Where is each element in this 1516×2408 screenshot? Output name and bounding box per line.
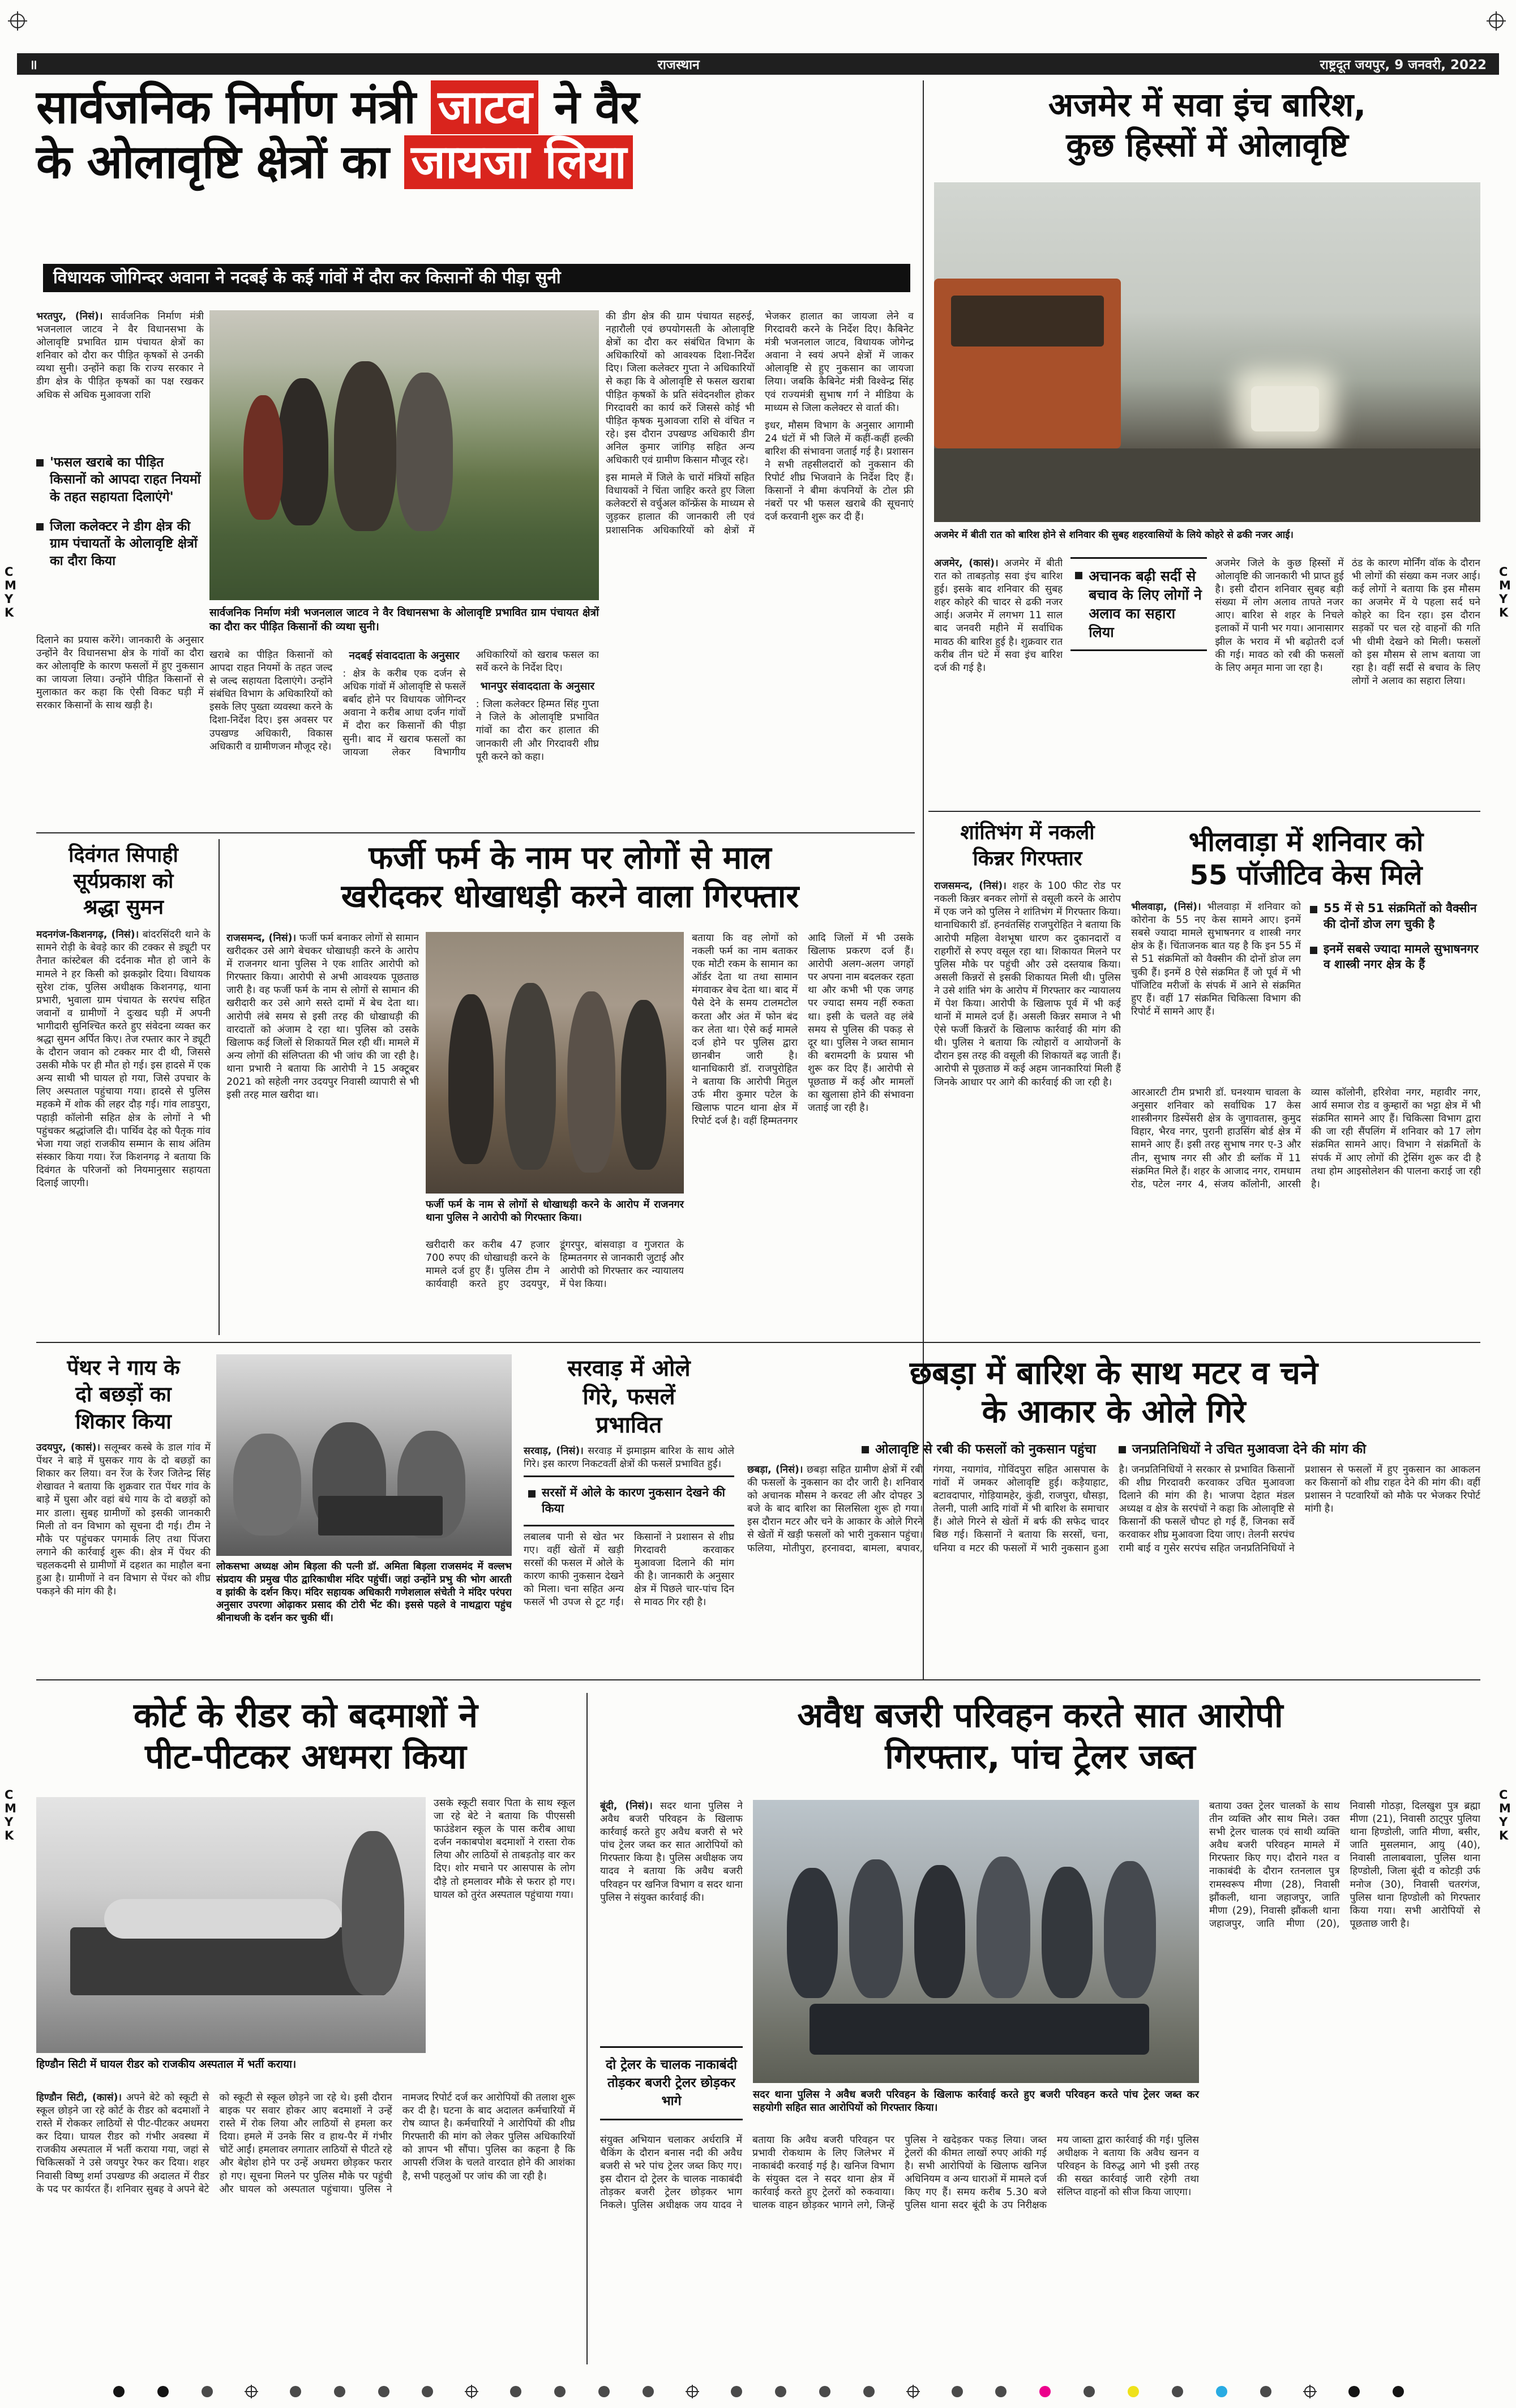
highlight-text: ओलावृष्टि से रबी की फसलों को नुकसान पहुंचा xyxy=(875,1442,1096,1457)
dateline: राजसमन्द, (निसं)। xyxy=(226,933,297,944)
cmyk-letter: M xyxy=(1499,1802,1511,1815)
registration-dot xyxy=(863,2386,875,2397)
cmyk-letter: K xyxy=(1499,606,1509,619)
body-copy: उसके स्कूटी सवार पिता के साथ स्कूल जा रहे बेटे ने बताया कि पीएससी फाउंडेशन स्कूल के पास करीब आधा दर्जन नकाबपोश बदमाशों ने रास्ता रोक लिया और लाठियों से ताबड़तोड़ वार कर दिए। शोर मचाने पर आसपास के लोग दौड़े तो हमलावर मौके से फरार हो गए। घायल को तुरंत अस्पताल पहुंचाया गया। xyxy=(434,1798,575,1901)
registration-dot xyxy=(157,2386,169,2397)
headline-highlight: जाटव xyxy=(431,80,538,134)
caption-text: सदर थाना पुलिस ने अवैध बजरी परिवहन के खिलाफ कार्रवाई करते हुए बजरी परिवहन करते पांच ट्रेलर जब्त कर सहयोगी सहित सात आरोपियों को गिरफ्तार किया। xyxy=(753,2089,1199,2114)
registration-dot xyxy=(1084,2386,1095,2397)
fraud-story xyxy=(226,839,914,1335)
fraud-left-column xyxy=(226,932,419,1332)
body-copy: की डीग क्षेत्र की ग्राम पंचायत सहरुई, नहारौली एवं छपयोगसती के ओलावृष्टि क्षेत्रों का दौरा कर संबंधित विभाग के अधिकारियों को आवश्यक दिशा-निर्देश दिए। जिला कलेक्टर गुप्ता ने अधिकारियों से कहा कि वे ओलावृष्टि से फसल खराबा पीड़ित कृषकों के प्रति संवेदनशील होकर गिरदावरी का कार्य करें जिससे कोई भी पीड़ित कृषक मुआवजा राशि से वंचित न रहे। इस दौरान उपखण्ड अधिकारी डीग अनिल कुमार जांगिड़ सहित अन्य अधिकारी एवं ग्रामीण किसान मौजूद रहे। xyxy=(606,311,755,467)
photo-figure xyxy=(977,1857,1030,1998)
photo-table xyxy=(318,1496,443,1536)
caption-text: अजमेर में बीती रात को बारिश होने से शनिवार की सुबह शहरवासियों के लिये कोहरे से ढकी नजर आई। xyxy=(934,529,1294,541)
body-copy: संयुक्त अभियान चलाकर अर्धरात्रि में चैकिंग के दौरान बनास नदी की अवैध बजरी से भरे पांच ट्रेलर जब्त किए गए। इस दौरान दो ट्रेलर के चालक नाकाबंदी तोड़कर बजरी ट्रेलर छोड़कर भाग निकले। पुलिस अधीक्षक जय यादव ने बताया कि अवैध बजरी परिवहन पर प्रभावी रोकथाम के लिए जिलेभर में नाकाबंदी करवाई गई है। खनिज विभाग के संयुक्त दल ने सदर थाना क्षेत्र में कार्रवाई करते हुए ट्रेलरों को रुकवाया। चालक वाहन छोड़कर भागने लगे, जिन्हें पुलिस ने खदेड़कर पकड़ लिया। जब्त ट्रेलरों की कीमत लाखों रुपए आंकी गई है। सभी आरोपियों के खिलाफ खनिज अधिनियम व अन्य धाराओं में मामले दर्ज किए गए हैं। समय करीब 5.30 बजे पुलिस थाना सदर बूंदी के उप निरीक्षक मय जाब्ता द्वारा कार्रवाई की गई। पुलिस अधीक्षक ने बताया कि अवैध खनन व परिवहन के विरुद्ध आगे भी इसी तरह की सख्त कार्रवाई जारी रहेगी तथा संलिप्त वाहनों को सीज किया जाएगा। xyxy=(600,2135,1199,2212)
photo-figure xyxy=(505,983,556,1170)
cmyk-letter: C xyxy=(5,1788,14,1802)
dateline: मदनगंज-किशनगढ़, (निसं)। xyxy=(36,929,139,941)
photo-figure xyxy=(277,378,328,525)
body-copy: : क्षेत्र के करीब एक दर्जन से अधिक गांवों में ओलावृष्टि से फसलें बर्बाद होने पर विधायक जोगिन्दर अवाना ने करीब आधा दर्जन गांवों में दौरा कर किसानों की पीड़ा सुनी। बाद में खराब फसलों का जायजा लेकर विभागीय अधिकारियों को खराब फसल का सर्वे करने के निर्देश दिए। xyxy=(342,649,599,758)
article-paragraph xyxy=(36,929,211,1190)
registration-dot xyxy=(1260,2386,1271,2397)
kinnar-headline-line1: शांतिभंग में नकली xyxy=(960,821,1095,844)
cmyk-letter: C xyxy=(1499,1788,1508,1802)
bullet-square-icon xyxy=(1310,906,1317,913)
body-copy: दिलाने का प्रयास करेंगे। जानकारी के अनुसार उन्होंने वैर विधानसभा क्षेत्र के गांवों का दौरा कर ओलावृष्टि के कारण फसलों में हुए नुकसान का जायजा लिया। उन्होंने पीड़ित किसानों से मुलाकात कर कहा कि ऐसी विकट घड़ी में सरकार किसानों के साथ खड़ी है। xyxy=(36,635,204,712)
bullet-square-icon xyxy=(528,1490,536,1498)
lead-intro-continued xyxy=(36,634,204,821)
photo-minister-field-visit xyxy=(209,310,599,600)
highlight-item xyxy=(1119,1441,1366,1458)
highlight-item xyxy=(862,1441,1096,1458)
bullet-square-icon xyxy=(862,1446,869,1453)
registration-dot xyxy=(598,2386,610,2397)
photo-figure xyxy=(849,1859,903,1998)
cmyk-letter: M xyxy=(1499,579,1511,592)
photo-truck-window xyxy=(951,296,1104,347)
ajmer-story xyxy=(934,85,1480,165)
article-paragraph xyxy=(934,880,1121,1089)
dateline: राजसमन्द, (निसं)। xyxy=(934,880,1007,892)
ajmer-column-1 xyxy=(934,557,1063,804)
chhabra-headline-line2: के आकार के ओले गिरे xyxy=(982,1393,1246,1431)
bajri-headline-line2: गिरफ्तार, पांच ट्रेलर जब्त xyxy=(885,1737,1196,1777)
masthead-bar xyxy=(17,53,1499,75)
photo-fraud-arrest xyxy=(426,932,684,1194)
soldier-story xyxy=(36,842,211,1334)
lead-intro-column xyxy=(36,310,204,451)
photo-figure xyxy=(914,1865,965,1998)
lead-kicker-bar xyxy=(43,264,910,292)
ajmer-body-row xyxy=(934,557,1480,804)
print-color-bar xyxy=(113,2386,1404,2397)
fraud-headline-line2: खरीदकर धोखाधड़ी करने वाला गिरफ्तार xyxy=(341,878,799,916)
ajmer-note-box-wrap xyxy=(1070,557,1207,804)
caption-text: लोकसभा अध्यक्ष ओम बिड़ला की पत्नी डॉ. अमिता बिड़ला राजसमंद में वल्लभ संप्रदाय की प्रमुख पीठ द्वारिकाधीश मंदिर पहुंचीं। जहां उन्होंने प्रभु की भोग आरती व झांकी के दर्शन किए। मंदिर सहायक अधिकारी गणेशलाल संचेती ने मंदिर परंपरा अनुसार उपरणा ओढ़ाकर प्रसाद की टोरी भेंट की। इससे पहले वे नाथद्वारा पहुंच श्रीनाथजी के दर्शन कर चुकी थीं। xyxy=(216,1561,512,1624)
soldier-headline-line3: श्रद्धा सुमन xyxy=(83,896,164,919)
registration-dot xyxy=(819,2386,830,2397)
bhilwara-top-row xyxy=(1131,901,1481,1082)
fraud-below-photo xyxy=(426,1239,684,1332)
cyan-color-dot xyxy=(1216,2386,1227,2397)
bullet-square-icon xyxy=(1075,572,1082,579)
body-copy: फर्जी फर्म बनाकर लोगों से सामान खरीदकर उसे आगे बेचकर धोखाधड़ी करने के आरोप में राजनगर थाना पुलिस ने एक शातिर आरोपी को गिरफ्तार किया। आरोपी से अभी आवश्यक पूछताछ जारी है। वह फर्जी फर्म के नाम से लोगों से सामान की खरीदारी कर उसे आगे सस्ते दामों में बेच देता था। आरोपी लंबे समय से इसी तरह की धोखाधड़ी की वारदातों को अंजाम दे रहा था। पुलिस को उसके खिलाफ कई जिलों से शिकायतें मिल रही थीं। मामले में अन्य लोगों की संलिप्तता की भी जांच की जा रही है। थाना प्रभारी ने बताया कि आरोपी ने 15 अक्टूबर 2021 को सहेली नगर उदयपुर निवासी व्यापारी से भी इसी तरह माल खरीदा था। xyxy=(226,933,419,1101)
registration-crosshair-icon xyxy=(1489,14,1504,28)
registration-dot xyxy=(510,2386,521,2397)
registration-dot xyxy=(995,2386,1007,2397)
highlight-item xyxy=(36,518,204,570)
cmyk-letter: C xyxy=(1499,565,1508,579)
bhilwara-story xyxy=(1131,826,1481,1334)
ajmer-headline-line2: कुछ हिस्सों में ओलावृष्टि xyxy=(1066,125,1348,164)
body-copy: बांदरसिंदरी थाने के सामने रोड़ी के बेवड़े कार की टक्कर से ड्यूटी पर तैनात कांस्टेबल की दर्दनाक मौत हो जाने के मामले ने हर किसी को झकझोर दिया। विधायक सुरेश टांक, पुलिस अधीक्षक किशनगढ़, थाना प्रभारी, भुवाला ग्राम पंचायत के सरपंच सहित जवानों व ग्रामीणों ने दुःखद घड़ी में अपनी भागीदारी सुनिश्चित करते हुए संवेदना व्यक्त कर श्रद्धा सुमन अर्पित किए। तेज रफ्तार कार ने ड्यूटी के दौरान जवान को टक्कर मार दी थी, जिससे उसकी मौके पर ही मौत हो गई। इस हादसे में एक अन्य साथी भी घायल हो गया, जिसे उपचार के लिए अस्पताल पहुंचाया गया। हादसे से पुलिस महकमे में शोक की लहर दौड़ गई। गांव लाडपुरा, पहाड़ी कॉलोनी सहित क्षेत्र के लोगों ने भी पहुंचकर श्रद्धांजलि दी। पार्थिव देह को पैतृक गांव भेजा गया जहां राजकीय सम्मान के साथ अंतिम संस्कार किया गया। रेंज किशनगढ़ ने बताया कि दिवंगत के परिजनों को नियमानुसार सहायता दिलाई जाएगी। xyxy=(36,929,211,1190)
highlight-item xyxy=(36,454,204,506)
photo-ajmer-fog-road xyxy=(934,182,1480,522)
cmyk-letter: K xyxy=(5,1829,14,1842)
lead-story-headline-block xyxy=(36,80,917,190)
cmyk-letter: Y xyxy=(1499,592,1508,606)
panther-headline-line1: पेंथर ने गाय के xyxy=(67,1355,180,1380)
registration-dot xyxy=(113,2386,125,2397)
body-copy: सलूम्बर कस्बे के डाल गांव में पेंथर ने बाड़े में घुसकर गाय के दो बछड़ों का शिकार कर लिया। वन रेंज के रेंजर जितेन्द्र सिंह शेखावत ने बताया कि शुक्रवार रात पेंथर गांव के बाड़े में घुसा और वहां बंधे गाय के दो बछड़ों को मार डाला। सुबह ग्रामीणों को इसकी जानकारी मिली तो वन विभाग को सूचना दी गई। टीम ने मौके पर पहुंचकर पगमार्क लिए तथा पिंजरा लगाने की कार्रवाई शुरू की। क्षेत्र में पेंथर की चहलकदमी से ग्रामीणों में दहशत का माहौल बना हुआ है। ग्रामीणों ने वन विभाग से पेंथर को शीघ्र पकड़ने की मांग की है। xyxy=(36,1442,211,1598)
panther-headline-line2: दो बछड़ों का xyxy=(75,1382,172,1407)
dateline: छबड़ा, (निसं)। xyxy=(747,1464,803,1475)
cmyk-letter: K xyxy=(5,606,14,619)
cmyk-letter: Y xyxy=(5,592,14,606)
highlight-text: इनमें सबसे ज्यादा मामले सुभाषनगर व शास्त्री नगर क्षेत्र के हैं xyxy=(1324,942,1479,972)
bhilwara-column-1 xyxy=(1131,901,1301,1082)
body-copy: ठंड के कारण मोर्निंग वॉक के दौरान भी लोगों की संख्या कम नजर आई। कई लोगों ने बताया कि इस मौसम का अजमेर में ये पहला सर्द घने कोहरे का दिन रहा। इस दौरान सड़कों पर चल रहे वाहनों की गति भी धीमी देखने को मिली। फसलों को इस मौसम से लाभ बताया जा रहा है। वहीं सर्दी से बचाव के लिए लोगों ने अलाव का सहारा लिया। xyxy=(1351,558,1481,687)
lead-story-body xyxy=(36,306,914,828)
bullet-square-icon xyxy=(1119,1446,1126,1453)
registration-dot xyxy=(1348,2386,1360,2397)
body-copy: अपने बेटे को स्कूटी से स्कूल छोड़ने जा रहे कोर्ट के रीडर को बदमाशों ने रास्ते में रोककर लाठियों से पीट-पीटकर अधमरा कर दिया। घायल रीडर को गंभीर अवस्था में राजकीय अस्पताल में भर्ती कराया गया, जहां से चिकित्सकों ने उसे जयपुर रेफर कर दिया। शहर निवासी विष्णु शर्मा उपखण्ड की अदालत में रीडर के पद पर कार्यरत हैं। शनिवार सुबह वे अपने बेटे को स्कूटी से स्कूल छोड़ने जा रहे थे। इसी दौरान बाइक पर सवार होकर आए बदमाशों ने उन्हें रास्ते में रोक लिया और लाठियों से हमला कर दिया। हमले में उनके सिर व हाथ-पैर में गंभीर चोटें आईं। हमलावर लगातार लाठियों से पीटते रहे और बेहोश होने पर उन्हें अधमरा छोड़कर फरार हो गए। सूचना मिलने पर पुलिस मौके पर पहुंची और घायल को अस्पताल पहुंचाया। पुलिस ने नामजद रिपोर्ट दर्ज कर आरोपियों की तलाश शुरू कर दी है। घटना के बाद अदालत कर्मचारियों में रोष व्याप्त है। कर्मचारियों ने आरोपियों की शीघ्र गिरफ्तारी की मांग को लेकर पुलिस अधिकारियों को ज्ञापन भी सौंपा। पुलिस का कहना है कि आपसी रंजिश के चलते वारदात होने की आशंका है, सभी पहलुओं पर जांच की जा रही है। xyxy=(36,2092,575,2195)
cmyk-letter: Y xyxy=(5,1815,14,1829)
photo-car-headlights xyxy=(1251,386,1319,431)
photo-figure xyxy=(396,373,453,531)
bhilwara-headline-line2: 55 पॉजीटिव केस मिले xyxy=(1189,859,1423,891)
headline-highlight: जायजा लिया xyxy=(404,135,633,189)
panther-story xyxy=(36,1354,211,1671)
body-copy: सदर थाना पुलिस ने अवैध बजरी परिवहन के खिलाफ कार्रवाई करते हुए अवैध बजरी से भरे पांच ट्रेलर जब्त कर सात आरोपियों को गिरफ्तार किया है। पुलिस अधीक्षक जय यादव ने बताया कि अवैध बजरी परिवहन पर खनिज विभाग व सदर थाना पुलिस ने संयुक्त कार्रवाई की। xyxy=(600,1800,743,1904)
body-copy: छबड़ा सहित ग्रामीण क्षेत्रों में रबी की फसलों के नुकसान का दौर जारी है। शनिवार को अचानक मौसम ने करवट ली और दोपहर 3 बजे के बाद बारिश का सिलसिला शुरू हो गया। इस दौरान मटर और चने के आकार के ओले गिरने से खेतों में खड़ी फसलों को भारी नुकसान पहुंचा। फलिया, मोतीपुरा, हरनावदा, बामला, बपावर, गंगया, नयागांव, गोविंदपुरा सहित आसपास के गांवों में जमकर ओलावृष्टि हुई। कड़ैयाहाट, बटावदापार, गोड़ियामहेर, कुंडी, राजपुरा, धौसड़ा, तेलनी, पाली आदि गांवों में भी बारिश के समाचार हैं। ओले गिरने से खेतों में बर्फ की सफेद चादर बिछ गई। किसानों ने बताया कि सरसों, चना, धनिया व मटर की फसलों में भारी नुकसान हुआ है। जनप्रतिनिधियों ने सरकार से प्रभावित किसानों की शीघ्र गिरदावरी करवाकर उचित मुआवजा दिलाने की मांग की है। भाजपा देहात मंडल अध्यक्ष व क्षेत्र के सरपंचों ने कहा कि ओलावृष्टि से किसानों की फसलें चौपट हो गई हैं, जिनका सर्वे करवाकर शीघ्र मुआवजा दिया जाए। तेलनी सरपंच रामी बाई व गुसेर सरपंच सहित जनप्रतिनिधियों ने प्रशासन से फसलों में हुए नुकसान का आकलन कर किसानों को शीघ्र राहत देने की मांग की। वहीं प्रशासन ने पटवारियों को मौके पर भेजकर रिपोर्ट मांगी है। xyxy=(747,1464,1480,1554)
photo-figure xyxy=(233,1434,301,1536)
highlight-text: 55 में से 51 संक्रमितों को वैक्सीन की दोनों डोज लग चुकी है xyxy=(1324,901,1477,931)
bajri-right-columns xyxy=(1209,1800,1480,2343)
registration-dot xyxy=(334,2386,345,2397)
photo-figure xyxy=(334,361,396,531)
chhabra-story xyxy=(747,1354,1480,1671)
dateline: सरवाड़, (निसं)। xyxy=(524,1445,584,1457)
registration-dot xyxy=(290,2386,301,2397)
fraud-headline-line1: फर्जी फर्म के नाम पर लोगों से माल xyxy=(369,840,772,876)
court-headline-line1: कोर्ट के रीडर को बदमाशों ने xyxy=(134,1696,478,1735)
cmyk-print-mark xyxy=(5,1789,16,1842)
body-copy: शहर के 100 फीट रोड पर नकली किन्नर बनकर लोगों से वसूली करने के आरोप में एक जने को पुलिस ने शांतिभंग में गिरफ्तार किया। थानाधिकारी डॉ. हनवंतसिंह राजपुरोहित ने बताया कि आरोपी महिला वेशभूषा धारण कर दुकानदारों व राहगीरों से रुपए वसूल रहा था। शिकायत मिलने पर पुलिस मौके पर पहुंची और उसे दस्तयाब किया। असली किन्नरों से इसकी शिकायत मिली थी। पुलिस ने उसे शांति भंग के आरोप में गिरफ्तार कर न्यायालय में पेश किया। आरोपी के खिलाफ पूर्व में भी कई थानों में मामले दर्ज हैं। असली किन्नर समाज ने भी ऐसे फर्जी किन्नरों के खिलाफ कार्रवाई की मांग की थी। पुलिस ने बताया कि त्योहारों व आयोजनों के दौरान इस तरह की वसूली की शिकायतें बढ़ जाती हैं। आरोपी से पूछताछ में कई अहम जानकारियां मिली हैं जिनके आधार पर आगे की कार्रवाई की जा रही है। xyxy=(934,880,1121,1088)
registration-dot xyxy=(554,2386,566,2397)
bajri-story xyxy=(600,1695,1480,2363)
chhabra-highlight-row xyxy=(747,1441,1480,1458)
body-copy: अजमेर जिले के कुछ हिस्सों में ओलावृष्टि की जानकारी भी प्राप्त हुई है। इसी दौरान शनिवार सुबह बड़ी संख्या में लोग अलाव तापते नजर आए। बारिश से शहर के निचले इलाकों में पानी भर गया। आनासागर झील के भराव में भी बढ़ोतरी दर्ज की गई। मावठ को रबी की फसलों के लिए अमृत माना जा रहा है। xyxy=(1215,558,1344,674)
yellow-color-dot xyxy=(1128,2386,1139,2397)
sarwar-headline-line3: प्रभावित xyxy=(596,1412,662,1438)
edition-dateline: राष्ट्रदूत जयपुर, 9 जनवरी, 2022 xyxy=(1320,58,1487,72)
photo-figure xyxy=(1042,1867,1093,1998)
court-headline-line2: पीट-पीटकर अधमरा किया xyxy=(145,1737,466,1777)
headline-text: के ओलावृष्टि क्षेत्रों का xyxy=(36,135,405,189)
highlight-text: जिला कलेक्टर ने डीग क्षेत्र की ग्राम पंचायतों के ओलावृष्टि क्षेत्रों का दौरा किया xyxy=(50,519,198,568)
photo-figure xyxy=(243,395,283,520)
article-paragraph xyxy=(36,1442,211,1598)
sarwar-body-columns xyxy=(524,1531,734,1661)
photo-figure xyxy=(342,1831,404,1995)
cmyk-letter: M xyxy=(5,579,16,592)
article-paragraph xyxy=(600,1800,743,1905)
registration-dot xyxy=(378,2386,389,2397)
photo-bajri-accused-group xyxy=(753,1800,1199,2083)
registration-dot xyxy=(422,2386,433,2397)
highlight-item xyxy=(1310,901,1481,932)
sarwar-headline-line1: सरवाड़ में ओले xyxy=(567,1355,691,1382)
body-copy: सार्वजनिक निर्माण मंत्री भजनलाल जाटव ने वैर विधानसभा के ओलावृष्टि प्रभावित ग्राम पंचायत क्षेत्रों का शनिवार को दौरा कर पीड़ित कृषकों से उनकी व्यथा सुनी। उन्होंने कहा कि राज्य सरकार ने डीग क्षेत्र के पीड़ित कृषकों का पक्ष रखकर अधिक से अधिक मुआवजा राशि xyxy=(36,311,204,401)
photo-figure xyxy=(1104,1861,1156,1998)
panther-headline-line3: शिकार किया xyxy=(75,1409,172,1434)
dateline: उदयपुर, (कासं)। xyxy=(36,1442,101,1454)
highlight-text: सरसों में ओले के कारण नुकसान देखने की किया xyxy=(542,1486,725,1515)
kinnar-story xyxy=(934,820,1121,1334)
dateline: अजमेर, (कासं)। xyxy=(934,558,999,569)
highlight-text: जनप्रतिनिधियों ने उचित मुआवजा देने की मांग की xyxy=(1132,1442,1367,1457)
court-side-column xyxy=(434,1797,575,2080)
caption-text: हिण्डौन सिटी में घायल रीडर को राजकीय अस्पताल में भर्ती कराया। xyxy=(36,2058,297,2071)
court-photo-caption xyxy=(36,2058,426,2072)
sarwar-headline-line2: गिरे, फसलें xyxy=(583,1384,675,1410)
dateline: भीलवाड़ा, (निसं)। xyxy=(1131,901,1201,913)
photo-figure xyxy=(567,991,615,1173)
column-divider xyxy=(219,839,220,1335)
photo-injured-reader-hospital xyxy=(36,1797,426,2053)
column-divider xyxy=(586,1693,588,2364)
cmyk-letter: Y xyxy=(1499,1815,1508,1829)
photo-patient xyxy=(104,1899,342,1939)
photo-seated-row xyxy=(810,2004,1149,2055)
body-copy: : जिला कलेक्टर हिम्मत सिंह गुप्ता ने जिले के ओलावृष्टि प्रभावित गांवों का दौरा कर हालात की जानकारी ली और गिरदावरी शीघ्र पूरी करने को कहा। xyxy=(476,699,599,763)
article-paragraph xyxy=(1131,901,1301,1019)
photo-figure xyxy=(448,994,494,1164)
section-divider xyxy=(36,832,915,833)
highlight-item xyxy=(1075,567,1202,641)
registration-dot xyxy=(643,2386,654,2397)
magenta-color-dot xyxy=(1039,2386,1051,2397)
cmyk-letter: M xyxy=(5,1802,16,1815)
chhabra-body-columns xyxy=(747,1464,1480,1650)
sarwar-intro xyxy=(524,1445,734,1471)
court-body-columns xyxy=(36,2092,575,2358)
body-copy: बताया कि वह लोगों को नकली फर्म का नाम बताकर एक मोटी रकम के सामान का ऑर्डर देता था तथा सामान मंगवाकर बेच देता था। बाद में पैसे देने के समय टालमटोल करता और अंत में फोन बंद कर लेता था। ऐसे कई मामले दर्ज होने पर पुलिस द्वारा छानबीन जारी है। थानाधिकारी डॉ. राजपुरोहित ने बताया कि आरोपी मितुल उर्फ मीरा कुमार पटेल के खिलाफ पाटन थाना क्षेत्र में रिपोर्ट दर्ज है। वहीं हिम्मतनगर आदि जिलों में भी उसके खिलाफ प्रकरण दर्ज हैं। आरोपी अलग-अलग जगहों पर अपना नाम बदलकर रहता था और कभी भी एक जगह पर ज्यादा समय नहीं रुकता था। इसी के चलते वह लंबे समय से पुलिस की पकड़ से दूर था। पुलिस ने जब्त सामान की बरामदगी के प्रयास भी शुरू कर दिए हैं। आरोपी से पूछताछ में कई और मामलों का खुलासा होने की संभावना जताई जा रही है। xyxy=(692,933,914,1127)
photo-figure xyxy=(621,1000,666,1170)
section-divider xyxy=(36,1342,1480,1343)
highlight-item xyxy=(528,1485,730,1516)
dateline: भरतपुर, (निसं)। xyxy=(36,311,103,322)
chhabra-headline-line1: छबड़ा में बारिश के साथ मटर व चने xyxy=(909,1355,1318,1392)
ajmer-column-3 xyxy=(1352,557,1480,804)
lead-headline-line1 xyxy=(36,80,917,135)
section-divider xyxy=(36,1679,1480,1680)
lead-below-photo-columns xyxy=(209,649,599,823)
article-paragraph xyxy=(226,932,419,1102)
article-paragraph xyxy=(36,310,204,402)
correspondent-subhead: भानपुर संवाददाता के अनुसार xyxy=(480,680,595,693)
panther-body xyxy=(36,1442,211,1663)
section-divider xyxy=(928,811,1480,812)
page-number-marker: ॥ xyxy=(29,58,37,72)
headline-text: ने वैर xyxy=(538,80,639,134)
ajmer-column-2 xyxy=(1215,557,1343,804)
cmyk-print-mark xyxy=(1499,566,1511,619)
fraud-right-columns xyxy=(692,932,914,1332)
kicker-text: विधायक जोगिन्दर अवाना ने नदबई के कई गांवों में दौरा कर किसानों की पीड़ा सुनी xyxy=(53,268,561,288)
body-copy: भीलवाड़ा में शनिवार को कोरोना के 55 नए केस सामने आए। इनमें सबसे ज्यादा मामले सुभाषनगर व शास्त्री नगर क्षेत्र के हैं। चिंताजनक बात यह है कि इन 55 में से 51 संक्रमितों को वैक्सीन की दोनों डोज लग चुकी हैं। इनमें 8 ऐसे संक्रमित हैं जो पूर्व में भी पॉजिटिव मरीजों के संपर्क में आने से संक्रमित हुए हैं। वहीं 17 संक्रमित चिकित्सा विभाग की रिपोर्ट में सामने आए हैं। xyxy=(1131,901,1301,1017)
bhilwara-headline-line1: भीलवाड़ा में शनिवार को xyxy=(1188,826,1424,858)
registration-crosshair-icon xyxy=(1304,2386,1316,2397)
sarwar-highlight-box xyxy=(524,1475,734,1526)
body-copy: इधर, मौसम विभाग के अनुसार आगामी 24 घंटों में भी जिले में कहीं-कहीं हल्की बारिश की संभावना जताई गई है। प्रशासन ने सभी तहसीलदारों को नुकसान की रिपोर्ट शीघ्र भिजवाने के निर्देश दिए हैं। किसानों ने बीमा कंपनियों के टोल फ्री नंबरों पर भी फसल खराबे की सूचनाएं दर्ज करवानी शुरू कर दी हैं। xyxy=(765,420,914,523)
registration-dot xyxy=(775,2386,786,2397)
article-paragraph xyxy=(524,1445,734,1471)
ajmer-headline-line1: अजमेर में सवा इंच बारिश, xyxy=(1048,85,1367,124)
dateline: बूंदी, (निसं)। xyxy=(600,1800,653,1812)
kinnar-body xyxy=(934,880,1121,1327)
court-story xyxy=(36,1695,575,2363)
photo-figure xyxy=(787,1868,838,1998)
registration-crosshair-icon xyxy=(10,14,25,28)
bullet-square-icon xyxy=(36,459,44,467)
registration-crosshair-icon xyxy=(907,2386,919,2397)
ajmer-photo-caption xyxy=(934,529,1480,541)
registration-crosshair-icon xyxy=(246,2386,257,2397)
kinnar-headline-line2: किन्नर गिरफ्तार xyxy=(973,847,1082,871)
registration-dot xyxy=(202,2386,213,2397)
headline-text: सार्वजनिक निर्माण मंत्री xyxy=(36,80,431,134)
highlight-text: अचानक बढ़ी सर्दी से बचाव के लिए लोगों ने अलाव का सहारा लिया xyxy=(1089,568,1202,640)
body-copy: इस मामले में जिले के चारों मंत्रियों सहित विधायकों ने चिंता जाहिर करते हुए जिला कलेक्टरों से वर्चुअल कॉन्फ्रेंस के माध्यम से जुड़कर हालात की जानकारी ली एवं प्रशासनिक अधिकारियों को क्षेत्रों में भेजकर हालात का जायजा लेने व गिरदावरी करने के निर्देश दिए। कैबिनेट मंत्री भजनलाल जाटव, विधायक जोगेन्द्र अवाना ने स्वयं अपने क्षेत्रों में जाकर ओलावृष्टि से हुए नुकसान का जायजा लिया। जबकि कैबिनेट मंत्री विश्वेन्द्र सिंह एवं राज्यमंत्री सुभाष गर्ग ने मीडिया के माध्यम से जिला कलेक्टर से वार्ता की। xyxy=(606,311,914,536)
soldier-body xyxy=(36,929,211,1325)
bullet-square-icon xyxy=(1310,947,1317,954)
cmyk-letter: K xyxy=(1499,1829,1509,1842)
bajri-lead-column xyxy=(600,1800,743,2038)
body-copy: लबालब पानी से खेत भर गए। वहीं खेतों में खड़ी सरसों की फसल में ओले के कारण काफी नुकसान देखने को मिला। चना सहित अन्य फसलें भी उपज से टूट गईं। किसानों ने प्रशासन से शीघ्र गिरदावरी करवाकर मुआवजा दिलाने की मांग की है। जानकारी के अनुसार क्षेत्र में पिछले चार-पांच दिन से मावठ गिर रही है। xyxy=(524,1531,734,1609)
ajmer-note-box xyxy=(1070,557,1207,651)
registration-dot xyxy=(1172,2386,1183,2397)
highlight-text: 'फसल खराबे का पीड़ित किसानों को आपदा राहत नियमों के तहत सहायता दिलाएंगे' xyxy=(50,455,201,504)
registration-dot xyxy=(1393,2386,1404,2397)
highlight-item xyxy=(1310,942,1481,973)
cmyk-print-mark xyxy=(1499,1789,1511,1842)
caption-text: सार्वजनिक निर्माण मंत्री भजनलाल जाटव ने वैर विधानसभा के ओलावृष्टि प्रभावित ग्राम पंचायत क्षेत्रों का दौरा कर पीड़ित किसानों की व्यथा सुनी। xyxy=(209,606,599,633)
caption-text: फर्जी फर्म के नाम से लोगों से धोखाधड़ी करने के आरोप में राजनगर थाना पुलिस ने आरोपी को गिरफ्तार किया। xyxy=(426,1199,684,1224)
body-copy: सरवाड़ में झमाझम बारिश के साथ ओले गिरे। इस कारण निकटवर्ती क्षेत्रों की फसलें प्रभावित हुईं। xyxy=(524,1445,734,1470)
dateline: हिण्डौन सिटी, (कासं)। xyxy=(36,2092,122,2103)
article-paragraph xyxy=(747,1464,1480,1555)
bhilwara-body-columns xyxy=(1131,1087,1481,1315)
bhilwara-highlight-box xyxy=(1310,901,1481,1082)
body-copy: खरीदारी कर करीब 47 हजार 700 रुपए की धोखाधड़ी करने के मामले दर्ज हुए हैं। पुलिस टीम ने कार्यवाही करते हुए उदयपुर, डूंगरपुर, बांसवाड़ा व गुजरात के हिम्मतनगर से जानकारी जुटाई और आरोपी को गिरफ्तार कर न्यायालय में पेश किया। xyxy=(426,1239,684,1290)
body-copy: खराबे का पीड़ित किसानों को आपदा राहत नियमों के तहत जल्द से जल्द सहायता दिलाएंगे। उन्होंने संबंधित विभाग के अधिकारियों को इसके लिए पुख्ता व्यवस्था करने के दिशा-निर्देश दिए। इस अवसर पर उपखण्ड अधिकारी, विकास अधिकारी व ग्रामीणजन मौजूद रहे। xyxy=(209,649,333,752)
lead-highlight-box xyxy=(36,454,204,582)
cmyk-print-mark xyxy=(5,566,16,619)
bajri-photo-caption xyxy=(753,2088,1199,2115)
soldier-headline-line2: सूर्यप्रकाश को xyxy=(73,870,174,893)
bajri-bottom-columns xyxy=(600,2134,1199,2358)
bidla-photo-caption xyxy=(216,1560,512,1674)
article-paragraph xyxy=(934,557,1063,675)
photo-road xyxy=(934,448,1480,522)
body-copy: आरआरटी टीम प्रभारी डॉ. घनश्याम चावला के अनुसार शनिवार को सर्वाधिक 17 केस शास्त्रीनगर डिस्पेंसरी क्षेत्र के जुगावतास, कुमुद विहार, भैरव नगर, पुरानी हाउसिंग बोर्ड क्षेत्र में सामने आए हैं। इसी तरह सुभाष नगर ए-3 और तीन, सुभाष नगर सी और डी ब्लॉक में 11 संक्रमित मिले हैं। शहर के आजाद नगर, रामधाम रोड, पटेल नगर 4, संजय कॉलोनी, आरसी व्यास कॉलोनी, हरिशेवा नगर, महावीर नगर, आर्य समाज रोड व कुम्हारों का भट्टा क्षेत्र में भी संक्रमित सामने आए हैं। चिकित्सा विभाग द्वारा की जा रही सैंपलिंग में शनिवार को 17 लोग संक्रमित सामने आए। विभाग ने संक्रमितों के संपर्क में आए लोगों की ट्रेसिंग शुरू कर दी है तथा होम आइसोलेशन की पालना कराई जा रही है। xyxy=(1131,1087,1481,1190)
bajri-headline-line1: अवैध बजरी परिवहन करते सात आरोपी xyxy=(797,1696,1283,1735)
correspondent-subhead: नदबई संवाददाता के अनुसार xyxy=(349,649,460,662)
photo-bidla-temple-visit xyxy=(216,1354,512,1556)
registration-crosshair-icon xyxy=(687,2386,698,2397)
registration-dot xyxy=(731,2386,742,2397)
registration-crosshair-icon xyxy=(466,2386,477,2397)
bajri-note-box xyxy=(600,2046,743,2120)
body-copy: अजमेर में बीती रात को ताबड़तोड़ सवा इंच बारिश हुई। इसके बाद शनिवार की सुबह शहर कोहरे की चादर से ढकी नजर आई। अजमेर में लगभग 11 साल बाद जनवरी महीने में सर्वाधिक मावठ की बारिश हुई है। शुक्रवार रात करीब तीन घंटे में सवा इंच बारिश दर्ज की गई है। xyxy=(934,558,1063,674)
article-paragraph xyxy=(36,2092,575,2196)
lead-photo-caption xyxy=(209,606,599,634)
body-copy: बताया उक्त ट्रेलर चालकों के साथ तीन व्यक्ति और साथ मिले। उक्त सभी ट्रेलर चालक एवं साथी व्यक्ति अवैध बजरी परिवहन मामले में गिरफ्तार किए गए। दौराने गश्त व नाकाबंदी के दौरान रतनलाल पुत्र रामस्वरूप मीणा (28), निवासी झौंकली, थाना जहाजपुर, जाति मीणा (29), निवासी झौंकली थाना जहाजपुर, जाति मीणा (20), निवासी गोठड़ा, दिलखुश पुत्र ब्रह्मा मीणा (21), निवासी ठाट्पुर पुलिया थाना हिण्डोली, जाति मीणा, बसीर, जाति मुसलमान, आयु (40), निवासी तालाबवाला, पुलिस थाना हिण्डोली, जिला बूंदी व कोटड़ी उर्फ मनोज (30), निवासी चतरगंज, पुलिस थाना हिण्डोली को गिरफ्तार किया गया। सभी आरोपियों से पूछताछ जारी है। xyxy=(1209,1800,1480,1930)
soldier-headline-line1: दिवंगत सिपाही xyxy=(68,844,178,867)
bullet-square-icon xyxy=(36,523,44,531)
lead-right-columns xyxy=(606,310,914,823)
highlight-text: दो ट्रेलर के चालक नाकाबंदी तोड़कर बजरी ट्रेलर छोड़कर भागे xyxy=(606,2058,737,2109)
cmyk-letter: C xyxy=(5,565,14,579)
registration-dot xyxy=(952,2386,963,2397)
fraud-photo-caption xyxy=(426,1198,684,1225)
section-title: राजस्थान xyxy=(657,58,700,72)
lead-headline-line2 xyxy=(36,135,917,190)
sarwar-story xyxy=(524,1354,734,1671)
